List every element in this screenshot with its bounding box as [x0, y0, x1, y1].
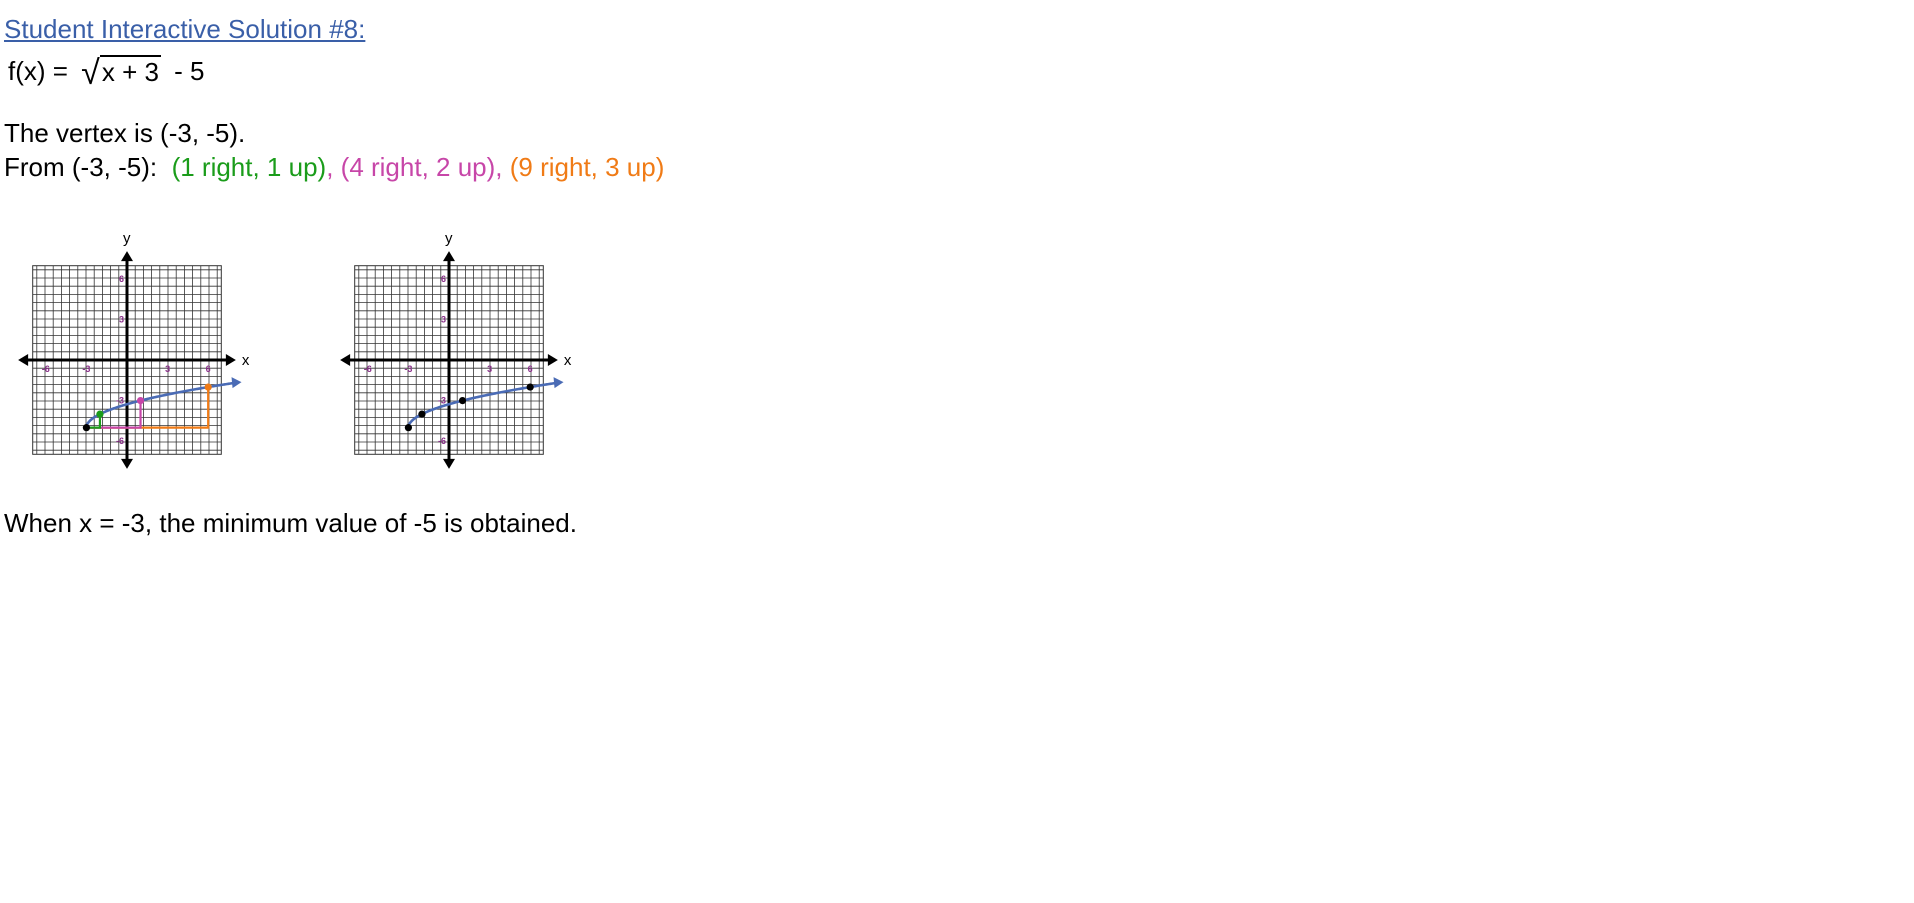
move-2: (4 right, 2 up) — [340, 152, 496, 182]
formula-prefix: f(x) = — [8, 56, 76, 86]
x-tick-label: 3 — [487, 364, 493, 374]
y-axis-arrow-down-icon — [121, 459, 133, 469]
minimum-statement: When x = -3, the minimum value of -5 is obtained. — [4, 508, 577, 538]
plotted-point — [205, 383, 212, 390]
plotted-point — [527, 383, 534, 390]
x-axis-arrow-left-icon — [18, 354, 28, 366]
curve-arrow-icon — [232, 377, 242, 388]
y-tick-label: 6 — [118, 273, 124, 284]
y-tick-label: -6 — [115, 436, 124, 447]
x-tick-label: -6 — [41, 364, 50, 374]
axes — [18, 251, 236, 469]
y-axis-arrow-up-icon — [121, 251, 133, 261]
plotted-point — [405, 424, 412, 431]
x-tick-label: -6 — [363, 364, 372, 374]
plotted-point — [137, 397, 144, 404]
y-tick-label: -6 — [437, 436, 446, 447]
vertex-statement: The vertex is (-3, -5). — [4, 118, 246, 148]
formula-suffix: - 5 — [166, 56, 205, 86]
graph-points-only — [322, 200, 622, 490]
y-axis-arrow-up-icon — [443, 251, 455, 261]
plotted-point — [96, 411, 103, 418]
moves-prefix: From (-3, -5): — [4, 152, 172, 182]
move-3: (9 right, 3 up) — [509, 152, 665, 182]
plotted-point — [83, 424, 90, 431]
y-axis-arrow-down-icon — [443, 459, 455, 469]
y-tick-label: 3 — [118, 314, 124, 325]
x-axis-label: x — [241, 352, 250, 369]
x-axis-arrow-right-icon — [548, 354, 558, 366]
plotted-point — [459, 397, 466, 404]
square-root — [81, 54, 161, 92]
moves-statement — [4, 152, 664, 183]
formula-radicand: x + 3 — [101, 57, 159, 87]
x-tick-label: 3 — [165, 364, 171, 374]
function-formula — [8, 54, 205, 92]
x-tick-label: 6 — [205, 364, 211, 374]
move-separator: , — [495, 152, 510, 182]
y-axis-label: y — [123, 230, 131, 248]
radical-sign-icon: √ — [81, 54, 100, 92]
x-tick-label: -3 — [404, 364, 413, 374]
y-axis-label: y — [445, 230, 453, 248]
plotted-point — [418, 411, 425, 418]
y-tick-label: -3 — [437, 395, 446, 406]
graph-with-steps-svg — [0, 200, 300, 490]
y-tick-label: -3 — [115, 395, 124, 406]
x-axis-arrow-right-icon — [226, 354, 236, 366]
x-axis-arrow-left-icon — [340, 354, 350, 366]
x-axis-label: x — [563, 352, 572, 369]
graph-with-steps — [0, 200, 300, 490]
move-separator: , — [326, 152, 341, 182]
x-tick-label: 6 — [527, 364, 533, 374]
axes — [340, 251, 558, 469]
y-tick-label: 6 — [440, 273, 446, 284]
move-1: (1 right, 1 up) — [171, 152, 327, 182]
graph-points-only-svg — [322, 200, 622, 490]
x-tick-label: -3 — [82, 364, 91, 374]
solution-title[interactable]: Student Interactive Solution #8: — [4, 14, 366, 44]
curve-arrow-icon — [554, 377, 564, 388]
y-tick-label: 3 — [440, 314, 446, 325]
